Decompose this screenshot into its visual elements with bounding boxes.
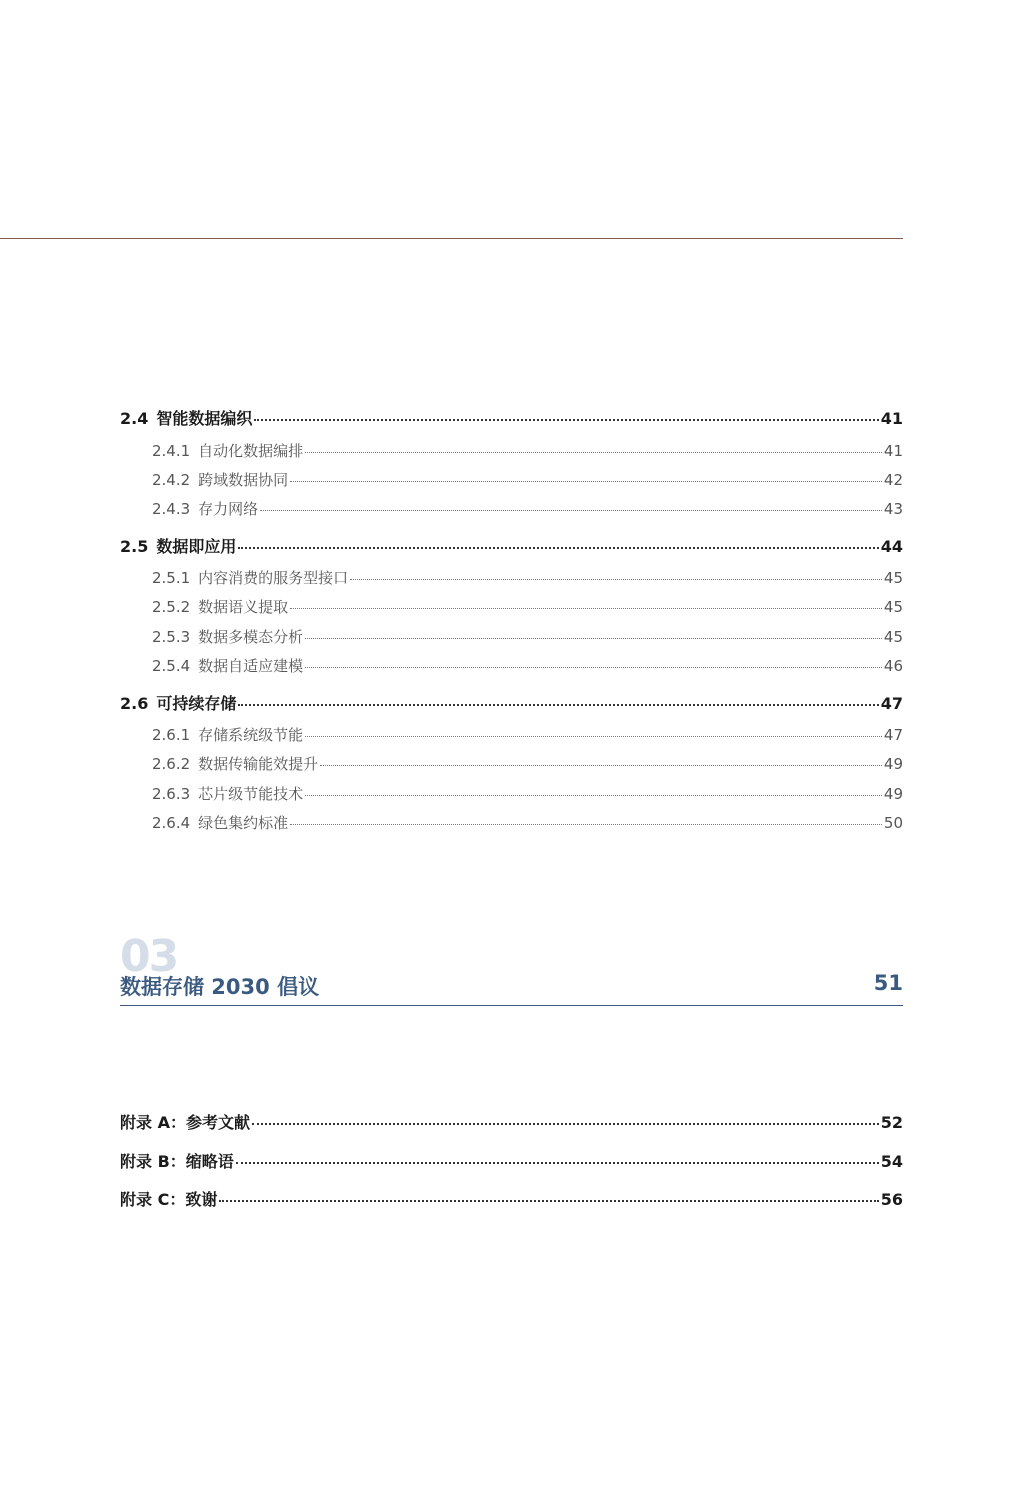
- chapter-number: 03: [120, 931, 178, 982]
- item-title: 存力网络: [198, 500, 259, 518]
- dot-leader: [305, 452, 882, 453]
- toc-appendix-c[interactable]: [120, 1187, 903, 1210]
- toc-item-2-6-1[interactable]: [120, 724, 903, 745]
- page-number: 45: [883, 569, 903, 587]
- toc-item-2-6-2[interactable]: [120, 753, 903, 774]
- section-title: 数据即应用: [156, 537, 237, 556]
- item-title: 数据自适应建模: [198, 657, 304, 675]
- section-number: 2.5: [120, 537, 149, 556]
- dot-leader: [290, 481, 882, 482]
- page-number: 46: [883, 657, 903, 675]
- dot-leader: [305, 795, 882, 796]
- toc-appendix-a[interactable]: [120, 1110, 903, 1133]
- toc-item-2-5-1[interactable]: [120, 567, 903, 588]
- page-number: 47: [883, 726, 903, 744]
- page-number: 52: [880, 1113, 903, 1132]
- item-number: 2.5.1: [152, 569, 191, 587]
- page-number: 54: [880, 1152, 903, 1171]
- dot-leader: [350, 579, 882, 580]
- dot-leader: [254, 419, 878, 421]
- dot-leader: [290, 608, 882, 609]
- toc-item-2-5-4[interactable]: [120, 655, 903, 676]
- toc-section-2-5[interactable]: [120, 534, 903, 557]
- dot-leader: [320, 765, 882, 766]
- section-title: 可持续存储: [156, 694, 237, 713]
- toc-appendix-b[interactable]: [120, 1149, 903, 1172]
- toc-item-2-4-1[interactable]: [120, 440, 903, 461]
- chapter-page-number: 51: [873, 971, 903, 995]
- item-number: 2.4.2: [152, 471, 191, 489]
- item-title: 数据多模态分析: [198, 628, 304, 646]
- section-title: 智能数据编织: [156, 409, 253, 428]
- dot-leader: [305, 667, 882, 668]
- appendix-title: 附录 B：缩略语: [120, 1152, 234, 1171]
- toc-section-2-4[interactable]: [120, 406, 903, 429]
- item-number: 2.6.3: [152, 785, 191, 803]
- item-number: 2.6.2: [152, 755, 191, 773]
- section-number: 2.4: [120, 409, 149, 428]
- toc-item-2-6-4[interactable]: [120, 812, 903, 833]
- page-number: 49: [883, 785, 903, 803]
- page-number: 41: [883, 442, 903, 460]
- item-title: 跨域数据协同: [198, 471, 289, 489]
- appendix-title: 附录 C：致谢: [120, 1190, 218, 1209]
- toc-item-2-6-3[interactable]: [120, 783, 903, 804]
- item-title: 数据语义提取: [198, 598, 289, 616]
- item-number: 2.6.4: [152, 814, 191, 832]
- item-number: 2.4.1: [152, 442, 191, 460]
- item-number: 2.5.2: [152, 598, 191, 616]
- page-number: 41: [880, 409, 903, 428]
- section-number: 2.6: [120, 694, 149, 713]
- appendix-title: 附录 A：参考文献: [120, 1113, 250, 1132]
- dot-leader: [260, 510, 882, 511]
- dot-leader: [236, 1162, 879, 1164]
- item-title: 芯片级节能技术: [198, 785, 304, 803]
- page-number: 42: [883, 471, 903, 489]
- item-title: 绿色集约标准: [198, 814, 289, 832]
- page-number: 56: [880, 1190, 903, 1209]
- page-number: 44: [880, 537, 903, 556]
- dot-leader: [238, 704, 878, 706]
- dot-leader: [305, 736, 882, 737]
- item-number: 2.4.3: [152, 500, 191, 518]
- page-number: 43: [883, 500, 903, 518]
- toc-item-2-4-2[interactable]: [120, 469, 903, 490]
- page-number: 45: [883, 628, 903, 646]
- page-number: 49: [883, 755, 903, 773]
- item-number: 2.5.3: [152, 628, 191, 646]
- dot-leader: [238, 547, 878, 549]
- page-number: 50: [883, 814, 903, 832]
- chapter-divider: [120, 1005, 903, 1006]
- page-number: 45: [883, 598, 903, 616]
- item-title: 存储系统级节能: [198, 726, 304, 744]
- dot-leader: [290, 824, 882, 825]
- page-number: 47: [880, 694, 903, 713]
- dot-leader: [219, 1200, 878, 1202]
- toc-item-2-5-2[interactable]: [120, 596, 903, 617]
- item-number: 2.6.1: [152, 726, 191, 744]
- dot-leader: [252, 1123, 879, 1125]
- chapter-title: 数据存储 2030 倡议: [120, 975, 320, 999]
- toc-section-2-6[interactable]: [120, 691, 903, 714]
- item-title: 自动化数据编排: [198, 442, 304, 460]
- item-title: 数据传输能效提升: [198, 755, 319, 773]
- item-number: 2.5.4: [152, 657, 191, 675]
- chapter-heading[interactable]: [120, 931, 903, 1007]
- toc-item-2-4-3[interactable]: [120, 498, 903, 519]
- top-divider: [0, 238, 903, 239]
- item-title: 内容消费的服务型接口: [198, 569, 349, 587]
- dot-leader: [305, 638, 882, 639]
- toc-item-2-5-3[interactable]: [120, 626, 903, 647]
